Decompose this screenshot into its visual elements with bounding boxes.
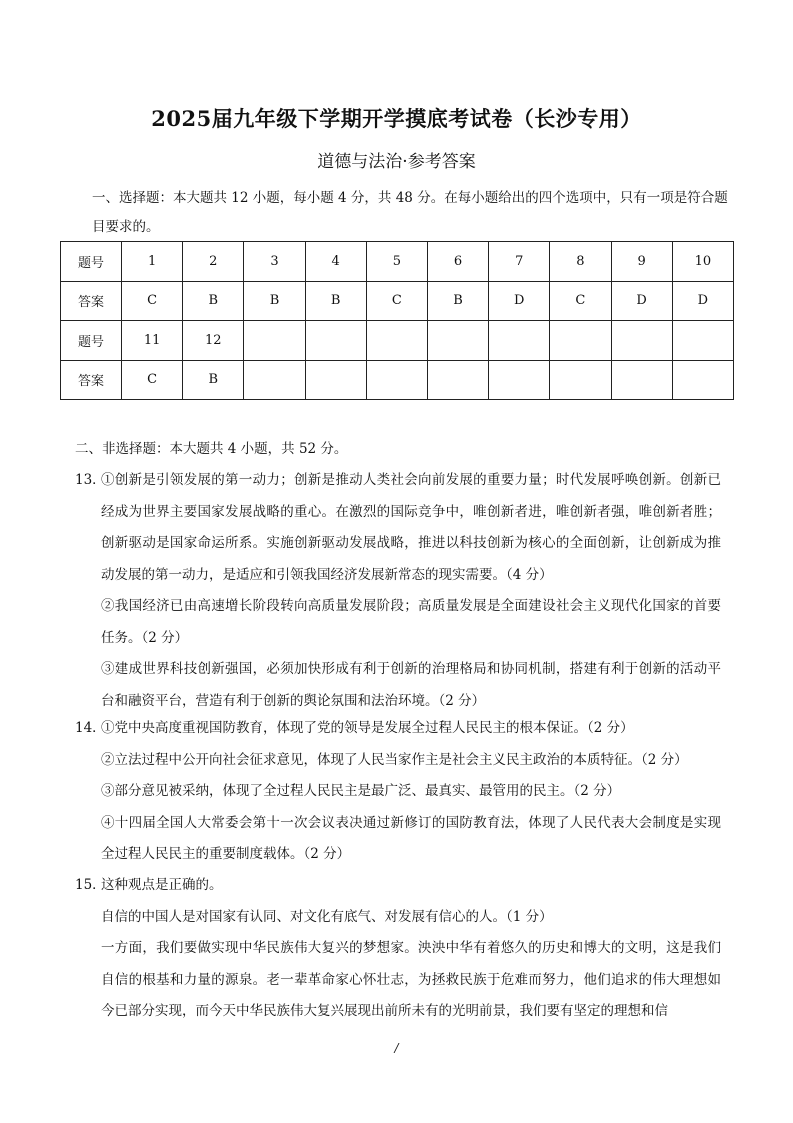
- question-number-cell: [366, 321, 427, 361]
- question-number-cell: 6: [427, 242, 488, 282]
- answer-cell: B: [244, 281, 305, 321]
- answer-cell: [550, 360, 611, 400]
- question-number-cell: 7: [489, 242, 550, 282]
- answer-cell: [611, 360, 672, 400]
- answer-cell: [366, 360, 427, 400]
- answer-table: [60, 241, 734, 400]
- answer-paragraph: 一方面，我们要做实现中华民族伟大复兴的梦想家。泱泱中华有着悠久的历史和博大的文明，这是我们自信的根基和力量的源泉。老一辈革命家心怀壮志，为拯救民族于危难而努力，他们追求的伟大理想如今已部分实现，而今天中华民族伟大复兴展现出前所未有的光明前景，我们要有坚定的理想和信: [101, 940, 721, 1019]
- question-number-cell: 8: [550, 242, 611, 282]
- answer-cell: [244, 360, 305, 400]
- table-header-cell: 答案: [61, 360, 122, 400]
- question-number-cell: [305, 321, 366, 361]
- page-title: 2025届九年级下学期开学摸底考试卷（长沙专用）: [151, 106, 642, 131]
- question-number-cell: 10: [672, 242, 733, 282]
- answer-cell: B: [183, 281, 244, 321]
- answer-cell: C: [366, 281, 427, 321]
- answer-cell: B: [427, 281, 488, 321]
- section-2-heading: 二、非选择题：本大题共 4 小题，共 52 分。: [75, 441, 348, 457]
- answer-cell: B: [183, 360, 244, 400]
- question-number-cell: 5: [366, 242, 427, 282]
- answer-paragraph: ②立法过程中公开向社会征求意见，体现了人民当家作主是社会主义民主政治的本质特征。（2 分）: [101, 751, 688, 768]
- question-number-cell: 11: [122, 321, 183, 361]
- question-number-cell: 1: [122, 242, 183, 282]
- table-header-cell: 题号: [61, 242, 122, 282]
- answer-cell: [427, 360, 488, 400]
- answer-cell: D: [611, 281, 672, 321]
- answer-cell: C: [122, 360, 183, 400]
- answer-paragraph: ①党中央高度重视国防教育，体现了党的领导是发展全过程人民民主的根本保证。（2 分）: [101, 720, 634, 736]
- answer-cell: D: [672, 281, 733, 321]
- table-row: [61, 242, 734, 282]
- answer-paragraph: ②我国经济已由高速增长阶段转向高质量发展阶段；高质量发展是全面建设社会主义现代化国家的首要任务。（2 分）: [101, 598, 721, 646]
- answer-cell: C: [122, 281, 183, 321]
- question-number-cell: 12: [183, 321, 244, 361]
- question-number-cell: [672, 321, 733, 361]
- answer-paragraph: 自信的中国人是对国家有认同、对文化有底气、对发展有信心的人。（1 分）: [101, 908, 553, 925]
- page-number: /: [394, 1041, 399, 1055]
- question-number-cell: [489, 321, 550, 361]
- answer-cell: [489, 360, 550, 400]
- question-number: 14．: [75, 720, 106, 736]
- question-number-cell: [550, 321, 611, 361]
- answer-paragraph: ③部分意见被采纳，体现了全过程人民民主是最广泛、最真实、最管用的民主。（2 分）: [101, 783, 621, 799]
- answer-cell: [672, 360, 733, 400]
- question-number-cell: 9: [611, 242, 672, 282]
- table-header-cell: 题号: [61, 321, 122, 361]
- question-number-cell: [611, 321, 672, 361]
- question-number-cell: 4: [305, 242, 366, 282]
- answer-paragraph: ③建成世界科技创新强国，必须加快形成有利于创新的治理格局和协同机制，搭建有利于创新的活动平台和融资平台，营造有利于创新的舆论氛围和法治环境。（2 分）: [101, 661, 721, 709]
- answer-cell: D: [489, 281, 550, 321]
- section-1-instructions: 一、选择题：本大题共 12 小题，每小题 4 分，共 48 分。在每小题给出的四个选项中，只有一项是符合题目要求的。: [92, 190, 728, 235]
- answer-paragraph: ①创新是引领发展的第一动力；创新是推动人类社会向前发展的重要力量；时代发展呼唤创新。创新已经成为世界主要国家发展战略的重心。在激烈的国际竞争中，唯创新者进，唯创新者强，唯创新者胜；创新驱动是国家命运所系。实施创新驱动发展战略，推进以科技创新为核心的全面创新，让创新成为推动发展的第一动力，是适应和引领我国经济发展新常态的现实需要。（4 分）: [101, 472, 721, 583]
- page-subtitle: 道德与法治·参考答案: [317, 152, 476, 172]
- answer-cell: C: [550, 281, 611, 321]
- question-number: 13．: [75, 472, 106, 488]
- question-number-cell: 2: [183, 242, 244, 282]
- question-number-cell: [244, 321, 305, 361]
- answer-paragraph: ④十四届全国人大常委会第十一次会议表决通过新修订的国防教育法，体现了人民代表大会制度是实现全过程人民民主的重要制度载体。（2 分）: [101, 814, 721, 862]
- table-row: [61, 281, 734, 321]
- answer-paragraph: 这种观点是正确的。: [101, 877, 223, 893]
- question-number-cell: 3: [244, 242, 305, 282]
- table-header-cell: 答案: [61, 281, 122, 321]
- question-number-cell: [427, 321, 488, 361]
- table-row: [61, 321, 734, 361]
- answer-cell: B: [305, 281, 366, 321]
- answer-cell: [305, 360, 366, 400]
- question-number: 15．: [75, 877, 106, 893]
- table-row: [61, 360, 734, 400]
